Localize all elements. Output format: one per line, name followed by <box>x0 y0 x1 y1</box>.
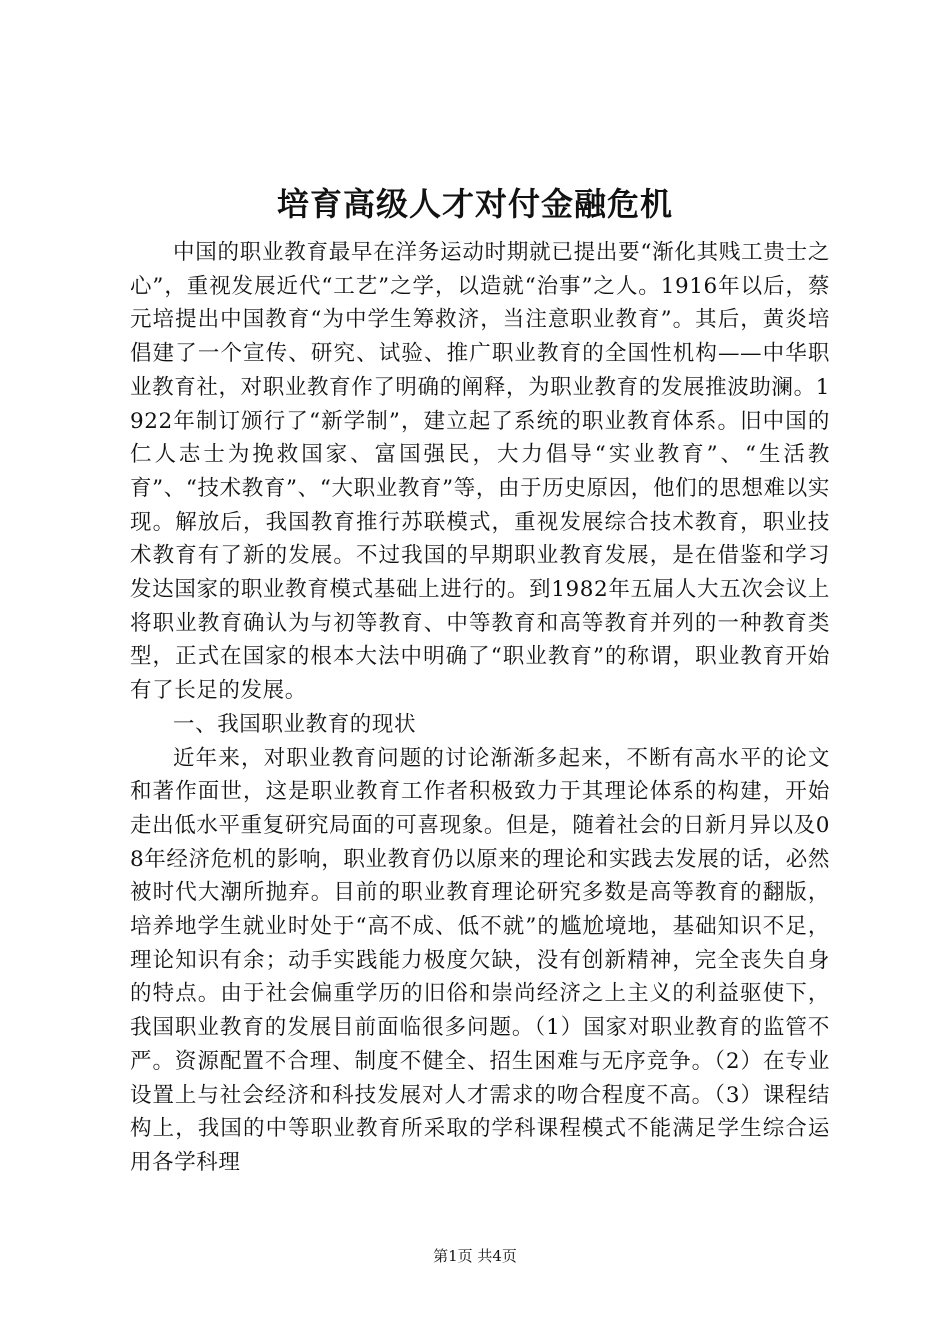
section-heading-status: 一、我国职业教育的现状 <box>173 711 417 737</box>
document-title: 培育高级人才对付金融危机 <box>276 185 673 223</box>
paragraph-history: 中国的职业教育最早在洋务运动时期就已提出要“渐化其贱工贵士之心”，重视发展近代“工艺”之学，以造就“治事”之人。1916年以后，蔡元培提出中国教育“为中学生筹救济，当注意职业教育”。其后，黄炎培倡建了一个宣传、研究、试验、推广职业教育的全国性机构——中华职业教育社，对职业教育作了明确的阐释，为职业教育的发展推波助澜。1922年制订颁行了“新学制”，建立起了系统的职业教育体系。旧中国的仁人志士为挽救国家、富国强民，大力倡导“实业教育”、“生活教育”、“技术教育”、“大职业教育”等，由于历史原因，他们的思想难以实现。解放后，我国教育推行苏联模式，重视发展综合技术教育，职业技术教育有了新的发展。不过我国的早期职业教育发展，是在借鉴和学习发达国家的职业教育模式基础上进行的。到1982年五届人大五次会议上将职业教育确认为与初等教育、中等教育和高等教育并列的一种教育类型，正式在国家的根本大法中明确了“职业教育”的称谓，职业教育开始有了长足的发展。 <box>130 240 830 704</box>
document-body <box>130 236 830 1180</box>
page-footer: 第1页 共4页 <box>433 1247 517 1265</box>
paragraph-status: 近年来，对职业教育问题的讨论渐渐多起来，不断有高水平的论文和著作面世，这是职业教育工作者积极致力于其理论体系的构建，开始走出低水平重复研究局面的可喜现象。但是，随着社会的日新月异以及08年经济危机的影响，职业教育仍以原来的理论和实践去发展的话，必然被时代大潮所抛弃。目前的职业教育理论研究多数是高等教育的翻版，培养地学生就业时处于“高不成、低不就”的尴尬境地，基础知识不足，理论知识有余；动手实践能力极度欠缺，没有创新精神，完全丧失自身的特点。由于社会偏重学历的旧俗和崇尚经济之上主义的利益驱使下，我国职业教育的发展目前面临很多问题。（1）国家对职业教育的监管不严。资源配置不合理、制度不健全、招生困难与无序竞争。（2）在专业设置上与社会经济和科技发展对人才需求的吻合程度不高。（3）课程结构上，我国的中等职业教育所采取的学科课程模式不能满足学生综合运用各学科理 <box>130 745 830 1175</box>
